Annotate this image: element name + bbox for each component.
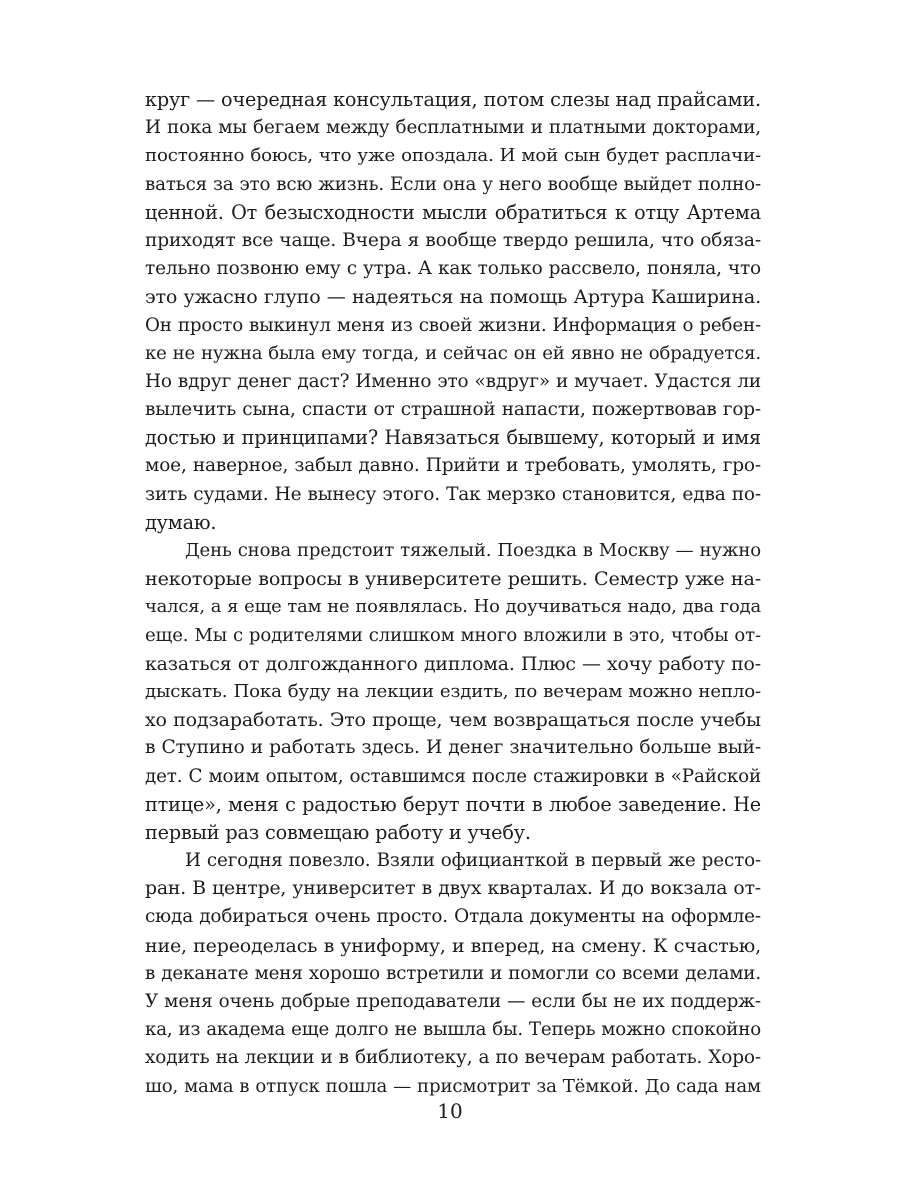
text-line: ходить на лекции и в библиотеку, а по вечерам работать. Хоро- bbox=[145, 1047, 761, 1069]
text-line: некоторые вопросы в университете решить. Семестр уже на- bbox=[145, 567, 761, 591]
text-line: ка, из академа еще долго не вышла бы. Теперь можно спокойно bbox=[145, 1019, 761, 1041]
text-line: шо, мама в отпуск пошла — присмотрит за Тёмкой. До сада нам bbox=[145, 1075, 761, 1097]
text-line: достью и принципами? Навязаться бывшему, который и имя bbox=[145, 426, 761, 450]
text-line: дыскать. Пока буду на лекции ездить, по вечерам можно непло- bbox=[145, 680, 761, 702]
text-line: круг — очередная консультация, потом слезы над прайсами. bbox=[145, 88, 761, 111]
text-line: Но вдруг денег даст? Именно это «вдруг» и мучает. Удастся ли bbox=[145, 370, 761, 392]
text-line: И сегодня повезло. Взяли официанткой в первый же ресто- bbox=[185, 850, 761, 872]
text-line: ран. В центре, университет в двух кварталах. И до вокзала от- bbox=[145, 878, 761, 900]
text-line: сюда добираться очень просто. Отдала документы на оформле- bbox=[145, 906, 761, 928]
text-line: в Ступино и работать здесь. И денег значительно больше вый- bbox=[145, 737, 761, 759]
text-line: чался, а я еще там не появлялась. Но доучиваться надо, два года bbox=[145, 596, 761, 618]
text-line: первый раз совмещаю работу и учебу. bbox=[145, 820, 531, 844]
text-line: И пока мы бегаем между бесплатными и платными докторами, bbox=[145, 117, 761, 139]
text-line: приходят все чаще. Вчера я вообще твердо решила, что обяза- bbox=[145, 229, 761, 251]
text-line: птице», меня с радостью берут почти в любое заведение. Не bbox=[145, 792, 761, 816]
text-line: ке не нужна была ему тогда, и сейчас он ей явно не обрадуется. bbox=[145, 342, 761, 364]
text-line: думаю. bbox=[145, 510, 217, 534]
text-line: мое, наверное, забыл давно. Прийти и требовать, умолять, гро- bbox=[145, 455, 761, 477]
text-line: зить судами. Не вынесу этого. Так мерзко становится, едва по- bbox=[145, 483, 761, 505]
text-line: ние, переоделась в униформу, и вперед, на смену. К счастью, bbox=[145, 934, 761, 957]
text-line: тельно позвоню ему с утра. А как только рассвело, поняла, что bbox=[145, 258, 761, 280]
text-line: вылечить сына, спасти от страшной напасти, пожертвовав гор- bbox=[145, 399, 761, 421]
text-line: в деканате меня хорошо встретили и помогли со всеми делами. bbox=[145, 962, 761, 984]
text-line: хо подзаработать. Это проще, чем возвращаться после учебы bbox=[145, 709, 761, 732]
page-number: 10 bbox=[437, 1099, 463, 1123]
text-line: День снова предстоит тяжелый. Поездка в Москву — нужно bbox=[185, 540, 761, 561]
text-line: постоянно боюсь, что уже опоздала. И мой сын будет расплачи- bbox=[145, 145, 761, 167]
text-line: дет. С моим опытом, оставшимся после стажировки в «Райской bbox=[145, 765, 761, 787]
text-line: Он просто выкинул меня из своей жизни. Информация о ребен- bbox=[145, 314, 761, 336]
text-line: еще. Мы с родителями слишком много вложили в это, чтобы от- bbox=[145, 624, 761, 646]
text-line: ценной. От безысходности мысли обратиться к отцу Артема bbox=[145, 200, 761, 224]
text-line: ваться за это всю жизнь. Если она у него вообще выйдет полно- bbox=[145, 173, 761, 195]
text-line: У меня очень добрые преподаватели — если бы не их поддерж- bbox=[145, 991, 761, 1012]
body-text bbox=[145, 86, 761, 1101]
text-line: казаться от долгожданного диплома. Плюс — хочу работу по- bbox=[145, 652, 761, 675]
text-line: это ужасно глупо — надеяться на помощь Артура Каширина. bbox=[145, 286, 761, 309]
